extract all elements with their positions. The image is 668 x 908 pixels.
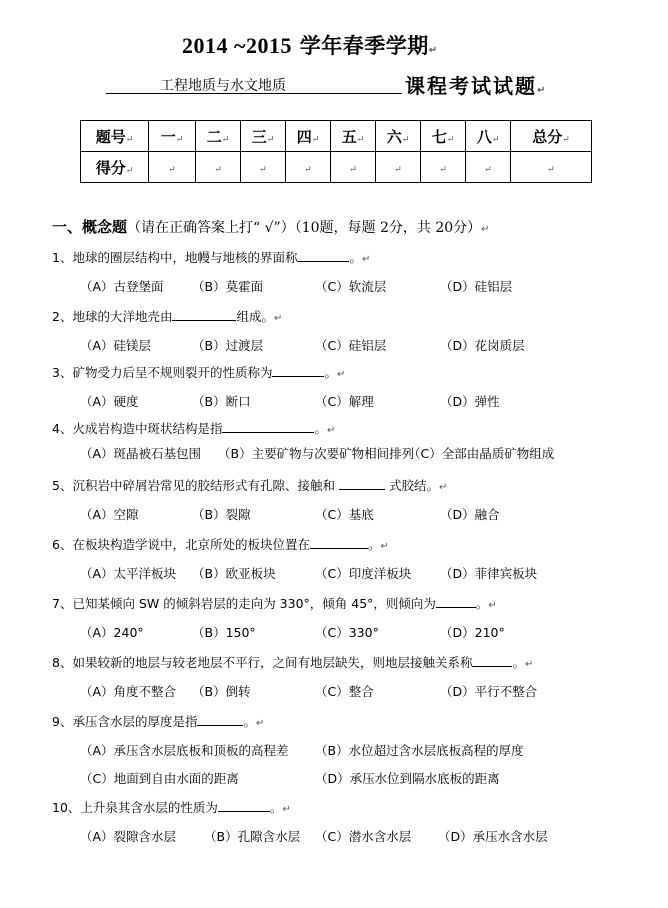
question-stem: 2、地球的大洋地壳由 组成。↵ xyxy=(52,309,283,324)
option-d[interactable]: （D）弹性 xyxy=(440,394,500,409)
option-c[interactable]: （C）软流层 xyxy=(315,279,387,294)
option-a[interactable]: （A）硬度 xyxy=(80,394,139,409)
option-d[interactable]: （D）融合 xyxy=(440,507,500,522)
score-input-cell[interactable]: ↵ xyxy=(286,152,331,183)
table-cell: 五↵ xyxy=(331,121,376,152)
option-c[interactable]: （C）硅铝层 xyxy=(315,338,387,353)
section-header: 一、概念题（请在正确答案上打“ √”）（10题，每题 2分，共 20分）↵ xyxy=(52,218,490,236)
option-c[interactable]: （C）潜水含水层 xyxy=(315,829,412,844)
score-input-cell[interactable]: ↵ xyxy=(196,152,241,183)
table-cell: 题号↵ xyxy=(81,121,149,152)
option-b[interactable]: （B）水位超过含水层底板高程的厚度 xyxy=(315,743,524,758)
option-b[interactable]: （B）孔隙含水层 xyxy=(204,829,301,844)
option-a[interactable]: （A）角度不整合 xyxy=(80,684,177,699)
table-cell: 六↵ xyxy=(376,121,421,152)
option-c[interactable]: （C）印度洋板块 xyxy=(315,566,412,581)
score-table-header-row xyxy=(81,121,592,152)
question-stem: 4、火成岩构造中斑状结构是指 。↵ xyxy=(52,421,336,436)
section-title: 一、概念题 xyxy=(52,218,128,236)
option-b[interactable]: （B）过渡层 xyxy=(192,338,264,353)
option-a[interactable]: （A）240° xyxy=(80,625,144,640)
option-b[interactable]: （B）倒转 xyxy=(192,684,251,699)
option-d[interactable]: （D）硅铝层 xyxy=(440,279,513,294)
option-c[interactable]: （C）基底 xyxy=(315,507,374,522)
option-b[interactable]: （B）莫霍面 xyxy=(192,279,264,294)
option-a[interactable]: （A）古登堡面 xyxy=(80,279,164,294)
score-input-cell[interactable]: ↵ xyxy=(511,152,592,183)
table-cell: 四↵ xyxy=(286,121,331,152)
option-c[interactable]: （C）解理 xyxy=(315,394,374,409)
score-input-cell[interactable]: ↵ xyxy=(149,152,196,183)
option-d[interactable]: （D）花岗质层 xyxy=(440,338,525,353)
option-d[interactable]: （D）承压水含水层 xyxy=(438,829,548,844)
option-a[interactable]: （A）硅镁层 xyxy=(80,338,152,353)
question-stem: 9、承压含水层的厚度是指 。↵ xyxy=(52,714,265,729)
option-b[interactable]: （B）150° xyxy=(192,625,256,640)
option-a[interactable]: （A）斑晶被石基包围 xyxy=(80,446,202,461)
score-input-cell[interactable]: ↵ xyxy=(421,152,466,183)
score-input-cell[interactable]: ↵ xyxy=(241,152,286,183)
question-stem: 1、地球的圈层结构中，地幔与地核的界面称 。↵ xyxy=(52,250,371,265)
exam-title: 课程考试试题↵ xyxy=(405,74,548,98)
question-stem: 7、已知某倾向 SW 的倾斜岩层的走向为 330°，倾角 45°，则倾向为 。↵ xyxy=(52,596,497,611)
option-c[interactable]: （C）地面到自由水面的距离 xyxy=(80,771,239,786)
option-c[interactable]: （C）整合 xyxy=(315,684,374,699)
option-a[interactable]: （A）裂隙含水层 xyxy=(80,829,177,844)
year-range: 2014 ~2015 xyxy=(182,33,292,58)
question-stem: 10、上升泉其含水层的性质为 。↵ xyxy=(52,800,291,815)
question-stem: 3、矿物受力后呈不规则裂开的性质称为 。↵ xyxy=(52,365,346,380)
table-cell: 得分↵ xyxy=(81,152,149,183)
option-d[interactable]: （D）菲律宾板块 xyxy=(440,566,538,581)
option-b[interactable]: （B）欧亚板块 xyxy=(192,566,276,581)
table-cell: 三↵ xyxy=(241,121,286,152)
subject-name: 工程地质与水文地质 xyxy=(160,78,286,94)
score-input-cell[interactable]: ↵ xyxy=(331,152,376,183)
option-c[interactable]: （C）全部由晶质矿物组成 xyxy=(408,446,555,461)
option-b[interactable]: （B）断口 xyxy=(192,394,251,409)
option-a[interactable]: （A）承压含水层底板和顶板的高程差 xyxy=(80,743,289,758)
table-cell: 七↵ xyxy=(421,121,466,152)
paragraph-mark-icon: ↵ xyxy=(428,45,438,56)
question-stem: 8、如果较新的地层与较老地层不平行，之间有地层缺失，则地层接触关系称 。↵ xyxy=(52,655,534,670)
option-d[interactable]: （D）承压水位到隔水底板的距离 xyxy=(315,771,500,786)
option-b[interactable]: （B）裂隙 xyxy=(192,507,251,522)
score-table xyxy=(80,120,592,183)
table-cell: 总分↵ xyxy=(511,121,592,152)
option-d[interactable]: （D）平行不整合 xyxy=(440,684,538,699)
table-cell: 二↵ xyxy=(196,121,241,152)
question-stem: 5、沉积岩中碎屑岩常见的胶结形式有孔隙、接触和 式胶结。↵ xyxy=(52,478,448,493)
option-a[interactable]: （A）空隙 xyxy=(80,507,139,522)
option-c[interactable]: （C）330° xyxy=(315,625,379,640)
term-label: 学年春季学期 xyxy=(299,33,429,58)
option-b[interactable]: （B）主要矿物与次要矿物相间排列 xyxy=(218,446,415,461)
score-input-cell[interactable]: ↵ xyxy=(376,152,421,183)
score-table-score-row xyxy=(81,152,592,183)
question-stem: 6、在板块构造学说中，北京所处的板块位置在 。↵ xyxy=(52,537,389,552)
table-cell: 八↵ xyxy=(466,121,511,152)
section-instruction: （请在正确答案上打“ √”）（10题，每题 2分，共 20分） xyxy=(127,220,482,236)
option-d[interactable]: （D）210° xyxy=(440,625,505,640)
table-cell: 一↵ xyxy=(149,121,196,152)
page-title xyxy=(182,30,438,60)
option-a[interactable]: （A）太平洋板块 xyxy=(80,566,177,581)
score-input-cell[interactable]: ↵ xyxy=(466,152,511,183)
